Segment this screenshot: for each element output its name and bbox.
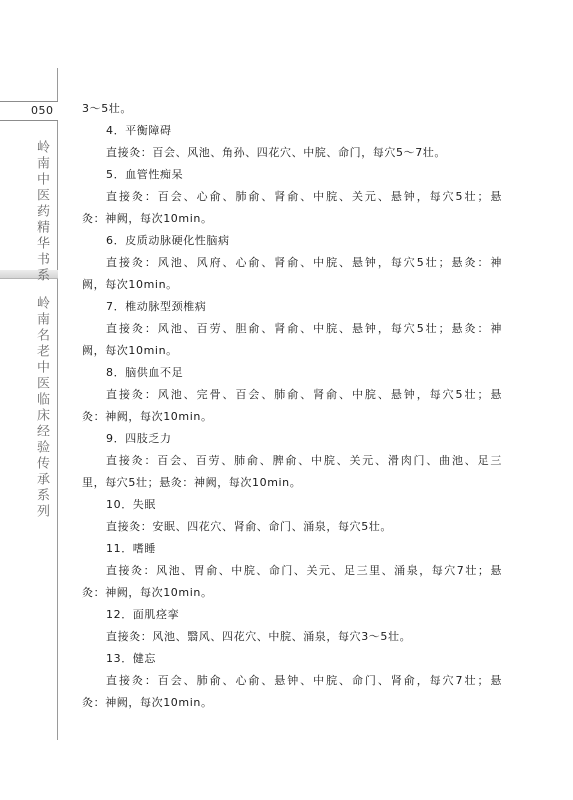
body-line: 直接灸：百会、肺俞、心俞、悬钟、中脘、命门、肾俞，每穴7壮；悬 — [106, 674, 502, 687]
body-line: 直接灸：百会、百劳、肺俞、脾俞、中脘、关元、滑肉门、曲池、足三 — [106, 454, 502, 467]
sub-series-title: 岭南名老中医临床经验传承系列 — [34, 296, 49, 520]
section-heading: 6．皮质动脉硬化性脑病 — [106, 234, 230, 247]
margin-rule — [57, 68, 58, 740]
page-number: 050 — [31, 104, 54, 117]
continuation-line: 阙，每次10min。 — [82, 278, 178, 291]
body-line: 直接灸：风池、完骨、百会、肺俞、肾俞、中脘、悬钟，每穴5壮；悬 — [106, 388, 502, 401]
body-line: 直接灸：安眠、四花穴、肾俞、命门、涌泉，每穴5壮。 — [106, 520, 392, 533]
continuation-line: 灸：神阙，每次10min。 — [82, 586, 213, 599]
section-heading: 13．健忘 — [106, 652, 156, 665]
section-heading: 4．平衡障碍 — [106, 124, 172, 137]
body-line: 直接灸：风池、百劳、胆俞、肾俞、中脘、悬钟，每穴5壮；悬灸：神 — [106, 322, 502, 335]
section-heading: 10．失眠 — [106, 498, 156, 511]
continuation-line: 灸：神阙，每次10min。 — [82, 212, 213, 225]
section-heading: 8．脑供血不足 — [106, 366, 184, 379]
body-line: 直接灸：风池、胃俞、中脘、命门、关元、足三里、涌泉，每穴7壮；悬 — [106, 564, 502, 577]
section-heading: 12．面肌痉挛 — [106, 608, 180, 621]
continuation-line: 3～5壮。 — [82, 102, 132, 115]
continuation-line: 阙，每次10min。 — [82, 344, 178, 357]
body-line: 直接灸：百会、风池、角孙、四花穴、中脘、命门，每穴5～7壮。 — [106, 146, 446, 159]
continuation-line: 灸：神阙，每次10min。 — [82, 696, 213, 709]
section-heading: 11．嗜睡 — [106, 542, 156, 555]
section-heading: 7．椎动脉型颈椎病 — [106, 300, 207, 313]
body-line: 直接灸：百会、心俞、肺俞、肾俞、中脘、关元、悬钟，每穴5壮；悬 — [106, 190, 502, 203]
series-title: 岭南中医药精华书系 — [34, 140, 49, 284]
section-heading: 9．四肢乏力 — [106, 432, 172, 445]
continuation-line: 灸：神阙，每次10min。 — [82, 410, 213, 423]
body-line: 直接灸：风池、风府、心俞、肾俞、中脘、悬钟，每穴5壮；悬灸：神 — [106, 256, 502, 269]
section-heading: 5．血管性痴呆 — [106, 168, 184, 181]
body-text — [82, 98, 502, 714]
continuation-line: 里，每穴5壮；悬灸：神阙，每次10min。 — [82, 476, 302, 489]
body-line: 直接灸：风池、翳风、四花穴、中脘、涌泉，每穴3～5壮。 — [106, 630, 412, 643]
